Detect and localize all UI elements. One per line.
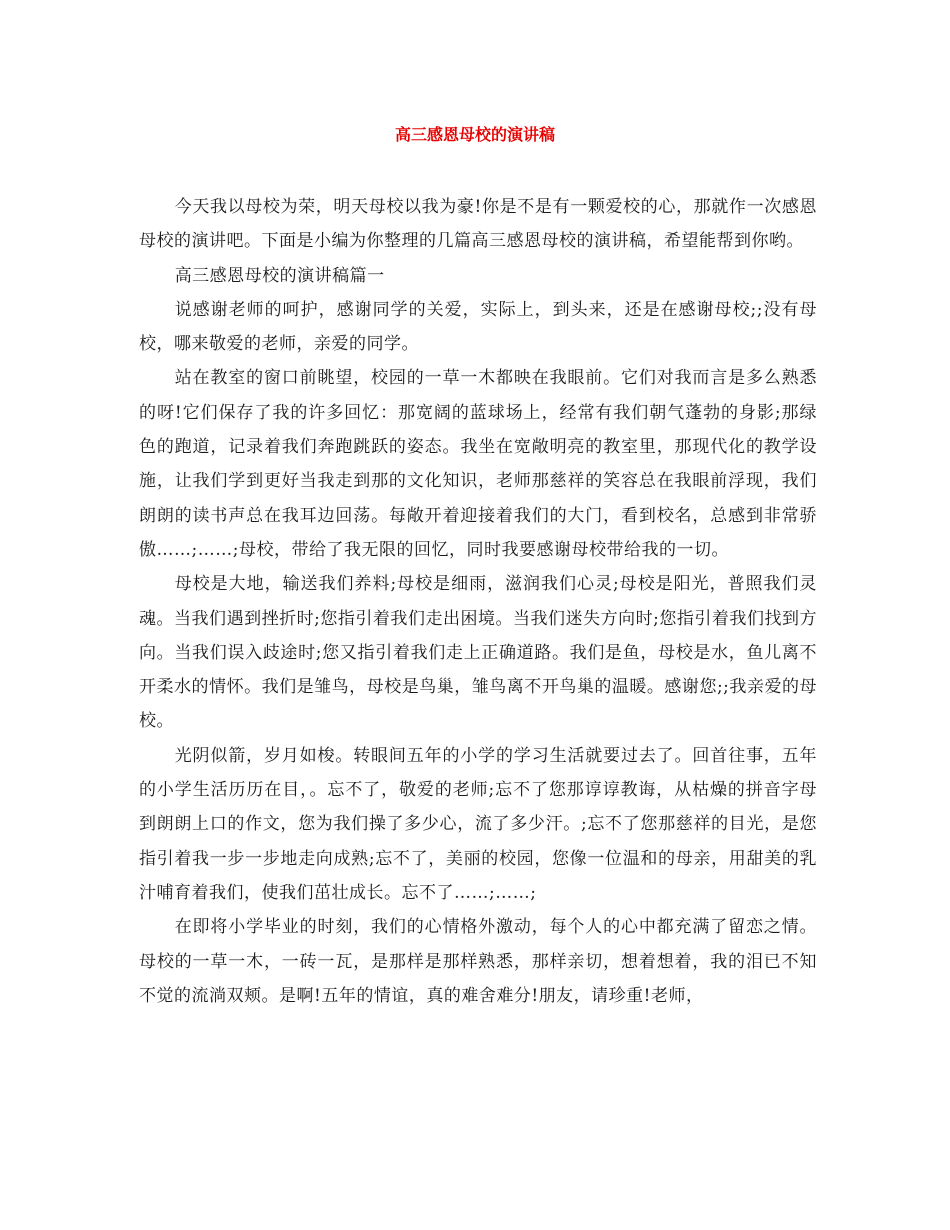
document-body	[139, 190, 817, 1013]
document-title: 高三感恩母校的演讲稿	[394, 125, 555, 144]
paragraph: 在即将小学毕业的时刻，我们的心情格外激动，每个人的心中都充满了留恋之情。母校的一草一木，一砖一瓦，是那样是那样熟悉，那样亲切，想着想着，我的泪已不知不觉的流淌双颊。是啊!五年的情谊，真的难舍难分!朋友，请珍重!老师，	[139, 917, 817, 1006]
paragraph-intro: 今天我以母校为荣，明天母校以我为豪!你是不是有一颗爱校的心，那就作一次感恩母校的演讲吧。下面是小编为你整理的几篇高三感恩母校的演讲稿，希望能帮到你哟。	[139, 197, 817, 252]
paragraph: 光阴似箭，岁月如梭。转眼间五年的小学的学习生活就要过去了。回首往事，五年的小学生活历历在目，。忘不了，敬爱的老师;忘不了您那谆谆教诲，从枯燥的拼音字母到朗朗上口的作文，您为我们操了多少心，流了多少汗。;忘不了您那慈祥的目光，是您指引着我一步一步地走向成熟;忘不了，美丽的校园，您像一位温和的母亲，用甜美的乳汁哺育着我们，使我们茁壮成长。忘不了……;……;	[139, 745, 817, 903]
paragraph: 站在教室的窗口前眺望，校园的一草一木都映在我眼前。它们对我而言是多么熟悉的呀!它们保存了我的许多回忆：那宽阔的蓝球场上，经常有我们朝气蓬勃的身影;那绿色的跑道，记录着我们奔跑跳跃的姿态。我坐在宽敞明亮的教室里，那现代化的教学设施，让我们学到更好当我走到那的文化知识，老师那慈祥的笑容总在我眼前浮现，我们朗朗的读书声总在我耳边回荡。每敞开着迎接着我们的大门，看到校名，总感到非常骄傲……;……;母校，带给了我无限的回忆，同时我要感谢母校带给我的一切。	[139, 368, 817, 560]
paragraph: 说感谢老师的呵护，感谢同学的关爱，实际上，到头来，还是在感谢母校;;没有母校，哪来敬爱的老师，亲爱的同学。	[139, 299, 817, 355]
section-heading: 高三感恩母校的演讲稿篇一	[174, 265, 385, 286]
paragraph: 母校是大地，输送我们养料;母校是细雨，滋润我们心灵;母校是阳光，普照我们灵魂。当我们遇到挫折时;您指引着我们走出困境。当我们迷失方向时;您指引着我们找到方向。当我们误入歧途时;您又指引着我们走上正确道路。我们是鱼，母校是水，鱼儿离不开柔水的情怀。我们是雏鸟，母校是鸟巢，雏鸟离不开鸟巢的温暖。感谢您;;我亲爱的母校。	[139, 574, 817, 732]
